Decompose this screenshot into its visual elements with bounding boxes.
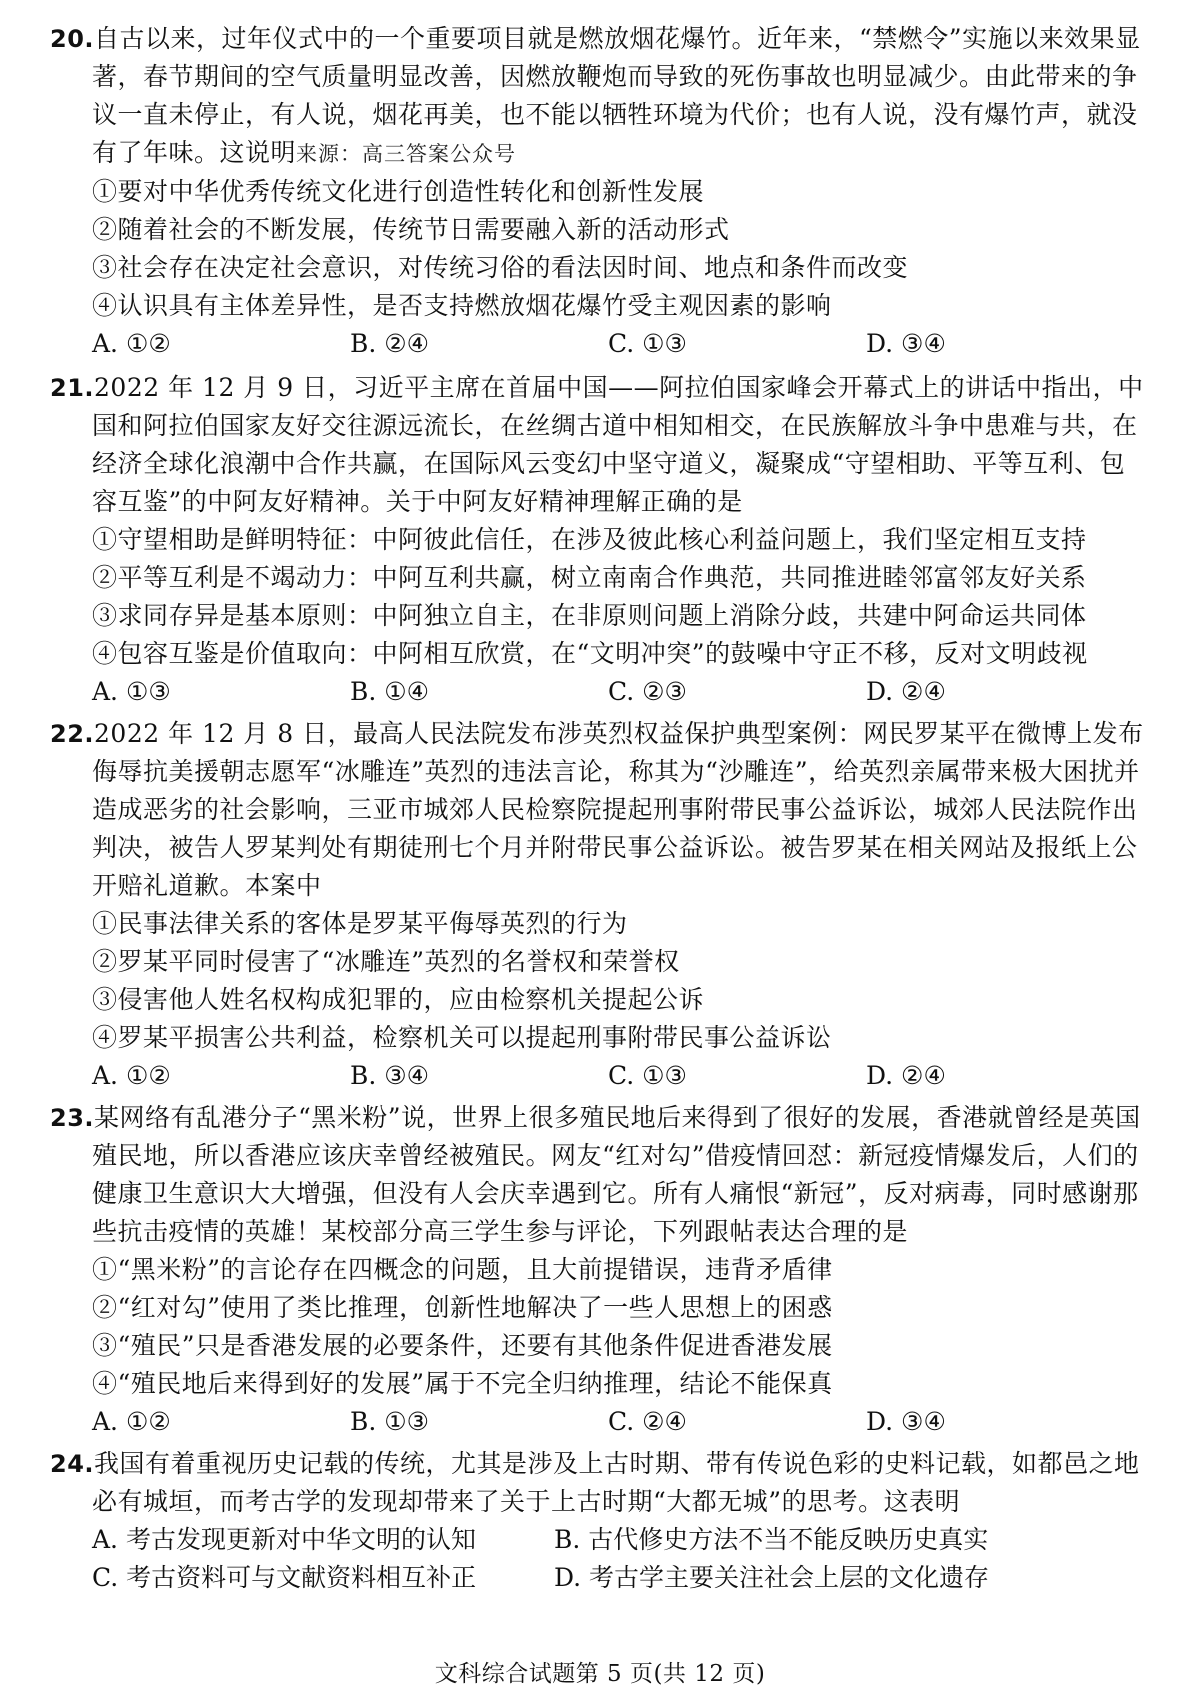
statement-item: ②“红对勾”使用了类比推理，创新性地解决了一些人思想上的困惑 (92, 1293, 833, 1322)
answer-options (92, 1521, 1150, 1597)
question-number: 21. (50, 374, 95, 402)
question-stem (50, 20, 1150, 173)
statement-item: ④包容互鉴是价值取向：中阿相互欣赏，在“文明冲突”的鼓噪中守正不移，反对文明歧视 (92, 639, 1088, 668)
question-23 (50, 1099, 1150, 1441)
question-stem (50, 1099, 1150, 1251)
statement-item: ②罗某平同时侵害了“冰雕连”英烈的名誉权和荣誉权 (92, 947, 680, 976)
statement-item: ②随着社会的不断发展，传统节日需要融入新的活动形式 (92, 215, 730, 244)
option-c: C. 考古资料可与文献资料相互补正 (92, 1563, 477, 1592)
option-d: D. ②④ (866, 677, 946, 706)
option-b: B. ②④ (350, 329, 430, 358)
option-c: C. ①③ (608, 1061, 687, 1090)
option-a: A. ①② (92, 1061, 171, 1090)
statement-item: ①“黑米粉”的言论存在四概念的问题，且大前提错误，违背矛盾律 (92, 1255, 833, 1284)
question-20 (50, 20, 1150, 363)
answer-options (92, 1403, 1150, 1441)
option-b: B. ①③ (350, 1407, 430, 1436)
option-d: D. ②④ (866, 1061, 946, 1090)
option-a: A. ①③ (92, 677, 171, 706)
option-c: C. ②③ (608, 677, 687, 706)
question-number: 23. (50, 1104, 95, 1132)
option-b: B. ①④ (350, 677, 430, 706)
option-c: C. ①③ (608, 329, 687, 358)
question-number: 22. (50, 720, 95, 748)
option-b: B. 古代修史方法不当不能反映历史真实 (554, 1525, 989, 1554)
question-number: 24. (50, 1450, 95, 1478)
stem-text: 2022 年 12 月 8 日，最高人民法院发布涉英烈权益保护典型案例：网民罗某平在微博上发布侮辱抗美援朝志愿军“冰雕连”英烈的违法言论，称其为“沙雕连”，给英烈亲属带来极大困扰并造成恶劣的社会影响，三亚市城郊人民检察院提起刑事附带民事公益诉讼，城郊人民法院作出判决，被告人罗某判处有期徒刑七个月并附带民事公益诉讼。被告罗某在相关网站及报纸上公开赔礼道歉。本案中 (92, 719, 1144, 900)
statement-item: ④“殖民地后来得到好的发展”属于不完全归纳推理，结论不能保真 (92, 1369, 833, 1398)
question-stem (50, 369, 1150, 521)
option-d: D. 考古学主要关注社会上层的文化遗存 (554, 1563, 990, 1592)
option-a: A. ①② (92, 329, 171, 358)
option-a: A. ①② (92, 1407, 171, 1436)
question-22 (50, 715, 1150, 1095)
page-footer: 文科综合试题第 5 页(共 12 页) (434, 1661, 766, 1687)
question-24 (50, 1445, 1150, 1597)
option-a: A. 考古发现更新对中华文明的认知 (92, 1525, 476, 1554)
stem-text: 某网络有乱港分子“黑米粉”说，世界上很多殖民地后来得到了很好的发展，香港就曾经是英国殖民地，所以香港应该庆幸曾经被殖民。网友“红对勾”借疫情回怼：新冠疫情爆发后，人们的健康卫生意识大大增强，但没有人会庆幸遇到它。所有人痛恨“新冠”，反对病毒，同时感谢那些抗击疫情的英雄！某校部分高三学生参与评论，下列跟帖表达合理的是 (92, 1103, 1141, 1246)
statement-item: ①守望相助是鲜明特征：中阿彼此信任，在涉及彼此核心利益问题上，我们坚定相互支持 (92, 525, 1087, 554)
question-21 (50, 369, 1150, 711)
statement-item: ①民事法律关系的客体是罗某平侮辱英烈的行为 (92, 909, 628, 938)
stem-text: 2022 年 12 月 9 日，习近平主席在首届中国——阿拉伯国家峰会开幕式上的讲话中指出，中国和阿拉伯国家友好交往源远流长，在丝绸古道中相知相交，在民族解放斗争中患难与共，在经济全球化浪潮中合作共赢，在国际风云变幻中坚守道义，凝聚成“守望相助、平等互利、包容互鉴”的中阿友好精神。关于中阿友好精神理解正确的是 (92, 373, 1144, 516)
option-d: D. ③④ (866, 329, 946, 358)
answer-options (92, 325, 1150, 363)
question-stem (50, 1445, 1150, 1521)
question-number: 20. (50, 25, 95, 53)
statement-item: ③侵害他人姓名权构成犯罪的，应由检察机关提起公诉 (92, 985, 705, 1014)
source-note: 来源：高三答案公众号 (296, 142, 517, 166)
stem-text: 自古以来，过年仪式中的一个重要项目就是燃放烟花爆竹。近年来，“禁燃令”实施以来效果显著，春节期间的空气质量明显改善，因燃放鞭炮而导致的死伤事故也明显减少。由此带来的争议一直未停止，有人说，烟花再美，也不能以牺牲环境为代价；也有人说，没有爆竹声，就没有了年味。这说明 (92, 24, 1141, 167)
statement-item: ③求同存异是基本原则：中阿独立自主，在非原则问题上消除分歧，共建中阿命运共同体 (92, 601, 1087, 630)
statement-item: ④认识具有主体差异性，是否支持燃放烟花爆竹受主观因素的影响 (92, 291, 832, 320)
statement-item: ①要对中华优秀传统文化进行创造性转化和创新性发展 (92, 177, 705, 206)
statement-item: ④罗某平损害公共利益，检察机关可以提起刑事附带民事公益诉讼 (92, 1023, 832, 1052)
option-d: D. ③④ (866, 1407, 946, 1436)
statement-item: ③“殖民”只是香港发展的必要条件，还要有其他条件促进香港发展 (92, 1331, 833, 1360)
stem-text: 我国有着重视历史记载的传统，尤其是涉及上古时期、带有传说色彩的史料记载，如都邑之地必有城垣，而考古学的发现却带来了关于上古时期“大都无城”的思考。这表明 (92, 1449, 1140, 1516)
statement-item: ②平等互利是不竭动力：中阿互利共赢，树立南南合作典范，共同推进睦邻富邻友好关系 (92, 563, 1087, 592)
answer-options (92, 673, 1150, 711)
answer-options (92, 1057, 1150, 1095)
option-c: C. ②④ (608, 1407, 687, 1436)
option-b: B. ③④ (350, 1061, 430, 1090)
question-stem (50, 715, 1150, 905)
statement-item: ③社会存在决定社会意识，对传统习俗的看法因时间、地点和条件而改变 (92, 253, 909, 282)
